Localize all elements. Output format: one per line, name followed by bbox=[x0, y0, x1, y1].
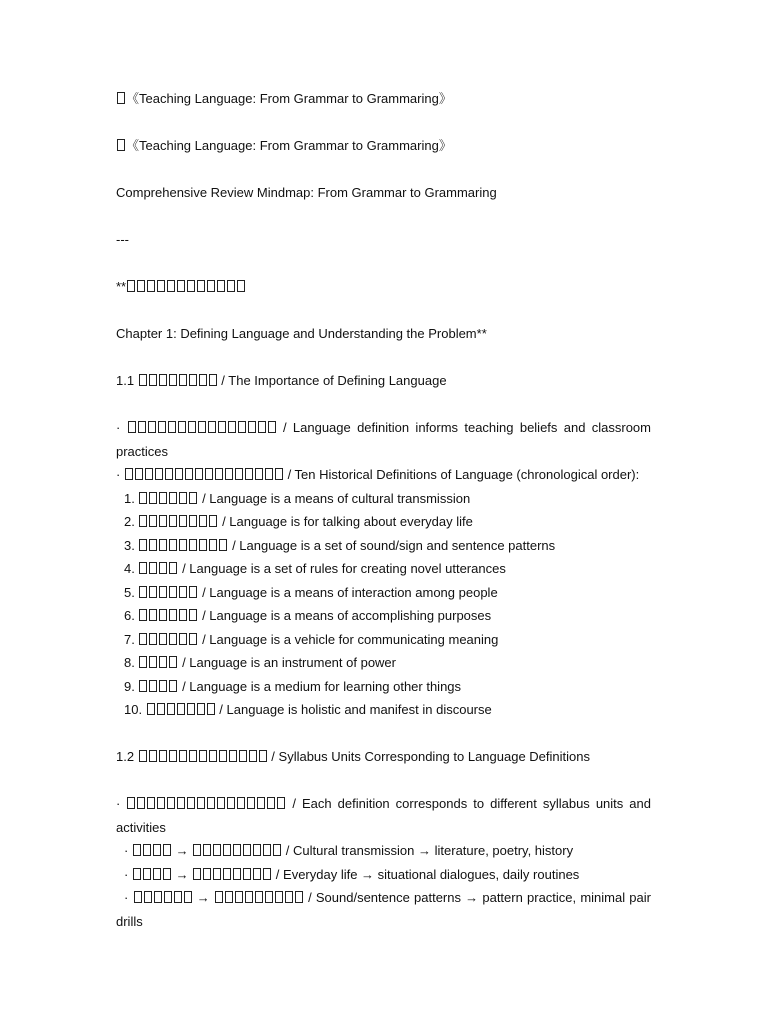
missing-glyph-box bbox=[208, 421, 216, 433]
definition-list-item: 9. / Language is a medium for learning other things bbox=[124, 678, 462, 694]
definition-list-item: 6. / Language is a means of accomplishing purposes bbox=[124, 608, 492, 623]
missing-glyph-box bbox=[139, 586, 147, 598]
missing-glyph-box bbox=[197, 797, 205, 809]
missing-glyph-box bbox=[157, 280, 165, 292]
missing-glyph-box bbox=[219, 750, 227, 762]
missing-glyph-box bbox=[143, 868, 151, 880]
missing-glyph-box bbox=[245, 891, 253, 903]
missing-glyph-box bbox=[193, 844, 201, 856]
missing-glyph-box bbox=[215, 891, 223, 903]
missing-glyph-box bbox=[285, 891, 293, 903]
missing-glyph-box bbox=[169, 374, 177, 386]
missing-glyph-box bbox=[133, 844, 141, 856]
definition-list-item: 7. / Language is a vehicle for communicating meaning bbox=[124, 631, 499, 647]
missing-glyph-box bbox=[203, 844, 211, 856]
missing-glyph-box bbox=[253, 844, 261, 856]
missing-glyph-box bbox=[153, 844, 161, 856]
missing-glyph-box bbox=[168, 421, 176, 433]
missing-glyph-box bbox=[159, 586, 167, 598]
missing-glyph-box bbox=[147, 703, 155, 715]
missing-glyph-box bbox=[159, 680, 167, 692]
missing-glyph-box bbox=[177, 703, 185, 715]
missing-glyph-box bbox=[189, 633, 197, 645]
missing-glyph-box bbox=[207, 280, 215, 292]
missing-glyph-box bbox=[148, 421, 156, 433]
missing-glyph-box bbox=[209, 539, 217, 551]
missing-glyph-box bbox=[159, 750, 167, 762]
missing-glyph-box bbox=[155, 468, 163, 480]
missing-glyph-box bbox=[179, 374, 187, 386]
book-title-line: 《Teaching Language: From Grammar to Grammaring》 bbox=[116, 134, 651, 158]
mapping-list-item: · → / Cultural transmission → literature, poetry, history bbox=[124, 843, 574, 858]
separator-line: --- bbox=[116, 232, 129, 247]
missing-glyph-box bbox=[189, 492, 197, 504]
missing-glyph-box bbox=[198, 421, 206, 433]
missing-glyph-box bbox=[167, 703, 175, 715]
missing-glyph-box bbox=[255, 891, 263, 903]
missing-glyph-box bbox=[189, 609, 197, 621]
missing-glyph-box bbox=[218, 421, 226, 433]
missing-glyph-box bbox=[163, 868, 171, 880]
missing-glyph-box bbox=[139, 680, 147, 692]
missing-glyph-box bbox=[153, 868, 161, 880]
missing-glyph-box bbox=[199, 750, 207, 762]
missing-glyph-box bbox=[149, 680, 157, 692]
missing-glyph-box bbox=[169, 750, 177, 762]
missing-glyph-box bbox=[189, 586, 197, 598]
missing-glyph-box bbox=[147, 280, 155, 292]
missing-glyph-box bbox=[159, 562, 167, 574]
missing-glyph-box bbox=[295, 891, 303, 903]
missing-glyph-box bbox=[223, 868, 231, 880]
missing-glyph-box bbox=[188, 421, 196, 433]
missing-glyph-box bbox=[177, 797, 185, 809]
missing-glyph-box bbox=[223, 844, 231, 856]
definition-list-item: 5. / Language is a means of interaction among people bbox=[124, 584, 498, 600]
missing-glyph-box bbox=[169, 656, 177, 668]
missing-glyph-box bbox=[139, 609, 147, 621]
missing-glyph-box bbox=[169, 680, 177, 692]
missing-glyph-box bbox=[189, 750, 197, 762]
missing-glyph-box bbox=[227, 280, 235, 292]
missing-glyph-box bbox=[139, 562, 147, 574]
missing-glyph-box bbox=[225, 891, 233, 903]
bullet-item: · / Language definition informs teaching beliefs and classroom practices bbox=[116, 420, 651, 459]
missing-glyph-box bbox=[159, 374, 167, 386]
missing-glyph-box bbox=[117, 139, 125, 151]
definition-list-item: 3. / Language is a set of sound/sign and sentence patterns bbox=[124, 537, 556, 553]
missing-glyph-box bbox=[207, 703, 215, 715]
missing-glyph-box bbox=[139, 656, 147, 668]
missing-glyph-box bbox=[158, 421, 166, 433]
missing-glyph-box bbox=[154, 891, 162, 903]
missing-glyph-box bbox=[133, 868, 141, 880]
missing-glyph-box bbox=[139, 633, 147, 645]
missing-glyph-box bbox=[263, 868, 271, 880]
missing-glyph-box bbox=[197, 280, 205, 292]
missing-glyph-box bbox=[219, 539, 227, 551]
missing-glyph-box bbox=[203, 868, 211, 880]
missing-glyph-box bbox=[149, 374, 157, 386]
missing-glyph-box bbox=[215, 468, 223, 480]
missing-glyph-box bbox=[157, 797, 165, 809]
missing-glyph-box bbox=[245, 468, 253, 480]
missing-glyph-box bbox=[187, 280, 195, 292]
section-heading: 1.1 / The Importance of Defining Language bbox=[116, 373, 447, 388]
missing-glyph-box bbox=[205, 468, 213, 480]
missing-glyph-box bbox=[235, 468, 243, 480]
missing-glyph-box bbox=[265, 891, 273, 903]
missing-glyph-box bbox=[184, 891, 192, 903]
missing-glyph-box bbox=[179, 539, 187, 551]
missing-glyph-box bbox=[169, 539, 177, 551]
missing-glyph-box bbox=[147, 797, 155, 809]
missing-glyph-box bbox=[137, 280, 145, 292]
missing-glyph-box bbox=[199, 515, 207, 527]
missing-glyph-box bbox=[179, 609, 187, 621]
missing-glyph-box bbox=[237, 280, 245, 292]
missing-glyph-box bbox=[179, 633, 187, 645]
missing-glyph-box bbox=[227, 797, 235, 809]
missing-glyph-box bbox=[159, 539, 167, 551]
section-1-1 bbox=[116, 369, 651, 722]
missing-glyph-box bbox=[253, 868, 261, 880]
definition-list bbox=[116, 487, 651, 722]
missing-glyph-box bbox=[213, 844, 221, 856]
missing-glyph-box bbox=[179, 515, 187, 527]
missing-glyph-box bbox=[189, 515, 197, 527]
missing-glyph-box bbox=[139, 539, 147, 551]
missing-glyph-box bbox=[248, 421, 256, 433]
missing-glyph-box bbox=[179, 586, 187, 598]
missing-glyph-box bbox=[159, 492, 167, 504]
missing-glyph-box bbox=[149, 492, 157, 504]
missing-glyph-box bbox=[275, 468, 283, 480]
missing-glyph-box bbox=[197, 703, 205, 715]
missing-glyph-box bbox=[138, 421, 146, 433]
missing-glyph-box bbox=[187, 703, 195, 715]
missing-glyph-box bbox=[199, 374, 207, 386]
missing-glyph-box bbox=[149, 656, 157, 668]
missing-glyph-box bbox=[225, 468, 233, 480]
section-1-2 bbox=[116, 745, 651, 933]
section-heading: 1.2 / Syllabus Units Corresponding to Language Definitions bbox=[116, 749, 590, 764]
chapter-heading-line: ** bbox=[116, 275, 651, 299]
missing-glyph-box bbox=[229, 750, 237, 762]
definition-list-item: 1. / Language is a means of cultural transmission bbox=[124, 490, 471, 506]
missing-glyph-box bbox=[149, 586, 157, 598]
missing-glyph-box bbox=[258, 421, 266, 433]
missing-glyph-box bbox=[267, 797, 275, 809]
missing-glyph-box bbox=[139, 515, 147, 527]
missing-glyph-box bbox=[174, 891, 182, 903]
definition-list-item: 2. / Language is for talking about everyday life bbox=[124, 514, 473, 529]
missing-glyph-box bbox=[134, 891, 142, 903]
missing-glyph-box bbox=[228, 421, 236, 433]
missing-glyph-box bbox=[185, 468, 193, 480]
missing-glyph-box bbox=[137, 797, 145, 809]
document-subtitle: Comprehensive Review Mindmap: From Grammar to Grammaring bbox=[116, 185, 497, 200]
missing-glyph-box bbox=[209, 515, 217, 527]
missing-glyph-box bbox=[149, 750, 157, 762]
definition-list-item: 10. / Language is holistic and manifest in discourse bbox=[124, 702, 492, 717]
missing-glyph-box bbox=[179, 492, 187, 504]
missing-glyph-box bbox=[144, 891, 152, 903]
missing-glyph-box bbox=[273, 844, 281, 856]
mapping-list-item: · → / Sound/sentence patterns → pattern practice, minimal pair drills bbox=[116, 890, 651, 929]
missing-glyph-box bbox=[149, 562, 157, 574]
missing-glyph-box bbox=[169, 515, 177, 527]
missing-glyph-box bbox=[139, 374, 147, 386]
missing-glyph-box bbox=[247, 797, 255, 809]
missing-glyph-box bbox=[135, 468, 143, 480]
missing-glyph-box bbox=[169, 633, 177, 645]
missing-glyph-box bbox=[159, 609, 167, 621]
missing-glyph-box bbox=[209, 374, 217, 386]
missing-glyph-box bbox=[259, 750, 267, 762]
missing-glyph-box bbox=[255, 468, 263, 480]
missing-glyph-box bbox=[217, 280, 225, 292]
missing-glyph-box bbox=[233, 868, 241, 880]
missing-glyph-box bbox=[179, 750, 187, 762]
missing-glyph-box bbox=[249, 750, 257, 762]
missing-glyph-box bbox=[177, 280, 185, 292]
missing-glyph-box bbox=[167, 280, 175, 292]
missing-glyph-box bbox=[237, 797, 245, 809]
missing-glyph-box bbox=[187, 797, 195, 809]
missing-glyph-box bbox=[127, 797, 135, 809]
missing-glyph-box bbox=[257, 797, 265, 809]
mapping-list bbox=[116, 839, 651, 933]
missing-glyph-box bbox=[125, 468, 133, 480]
missing-glyph-box bbox=[275, 891, 283, 903]
missing-glyph-box bbox=[217, 797, 225, 809]
missing-glyph-box bbox=[139, 492, 147, 504]
missing-glyph-box bbox=[159, 633, 167, 645]
missing-glyph-box bbox=[178, 421, 186, 433]
missing-glyph-box bbox=[263, 844, 271, 856]
missing-glyph-box bbox=[165, 468, 173, 480]
missing-glyph-box bbox=[233, 844, 241, 856]
missing-glyph-box bbox=[209, 750, 217, 762]
missing-glyph-box bbox=[164, 891, 172, 903]
missing-glyph-box bbox=[243, 844, 251, 856]
missing-glyph-box bbox=[193, 868, 201, 880]
definition-list-item: 4. / Language is a set of rules for creating novel utterances bbox=[124, 561, 506, 576]
missing-glyph-box bbox=[169, 562, 177, 574]
missing-glyph-box bbox=[239, 750, 247, 762]
missing-glyph-box bbox=[235, 891, 243, 903]
mapping-list-item: · → / Everyday life → situational dialogues, daily routines bbox=[124, 866, 580, 882]
missing-glyph-box bbox=[265, 468, 273, 480]
missing-glyph-box bbox=[167, 797, 175, 809]
missing-glyph-box bbox=[169, 492, 177, 504]
definition-list-item: 8. / Language is an instrument of power bbox=[124, 655, 396, 670]
missing-glyph-box bbox=[199, 539, 207, 551]
missing-glyph-box bbox=[149, 515, 157, 527]
missing-glyph-box bbox=[159, 656, 167, 668]
missing-glyph-box bbox=[117, 92, 125, 104]
missing-glyph-box bbox=[145, 468, 153, 480]
missing-glyph-box bbox=[143, 844, 151, 856]
missing-glyph-box bbox=[243, 868, 251, 880]
missing-glyph-box bbox=[169, 586, 177, 598]
missing-glyph-box bbox=[213, 868, 221, 880]
missing-glyph-box bbox=[189, 539, 197, 551]
missing-glyph-box bbox=[175, 468, 183, 480]
missing-glyph-box bbox=[149, 633, 157, 645]
missing-glyph-box bbox=[207, 797, 215, 809]
missing-glyph-box bbox=[163, 844, 171, 856]
bullet-item: · / Ten Historical Definitions of Language (chronological order): bbox=[116, 467, 640, 482]
missing-glyph-box bbox=[127, 280, 135, 292]
missing-glyph-box bbox=[277, 797, 285, 809]
missing-glyph-box bbox=[159, 515, 167, 527]
missing-glyph-box bbox=[157, 703, 165, 715]
missing-glyph-box bbox=[189, 374, 197, 386]
book-title-line: 《Teaching Language: From Grammar to Grammaring》 bbox=[116, 87, 651, 111]
missing-glyph-box bbox=[128, 421, 136, 433]
missing-glyph-box bbox=[149, 609, 157, 621]
document-body bbox=[116, 87, 651, 933]
missing-glyph-box bbox=[238, 421, 246, 433]
missing-glyph-box bbox=[149, 539, 157, 551]
missing-glyph-box bbox=[169, 609, 177, 621]
missing-glyph-box bbox=[195, 468, 203, 480]
missing-glyph-box bbox=[139, 750, 147, 762]
missing-glyph-box bbox=[268, 421, 276, 433]
bullet-item: · / Each definition corresponds to different syllabus units and activities bbox=[116, 796, 651, 835]
chapter-heading-line: Chapter 1: Defining Language and Understanding the Problem** bbox=[116, 326, 487, 341]
